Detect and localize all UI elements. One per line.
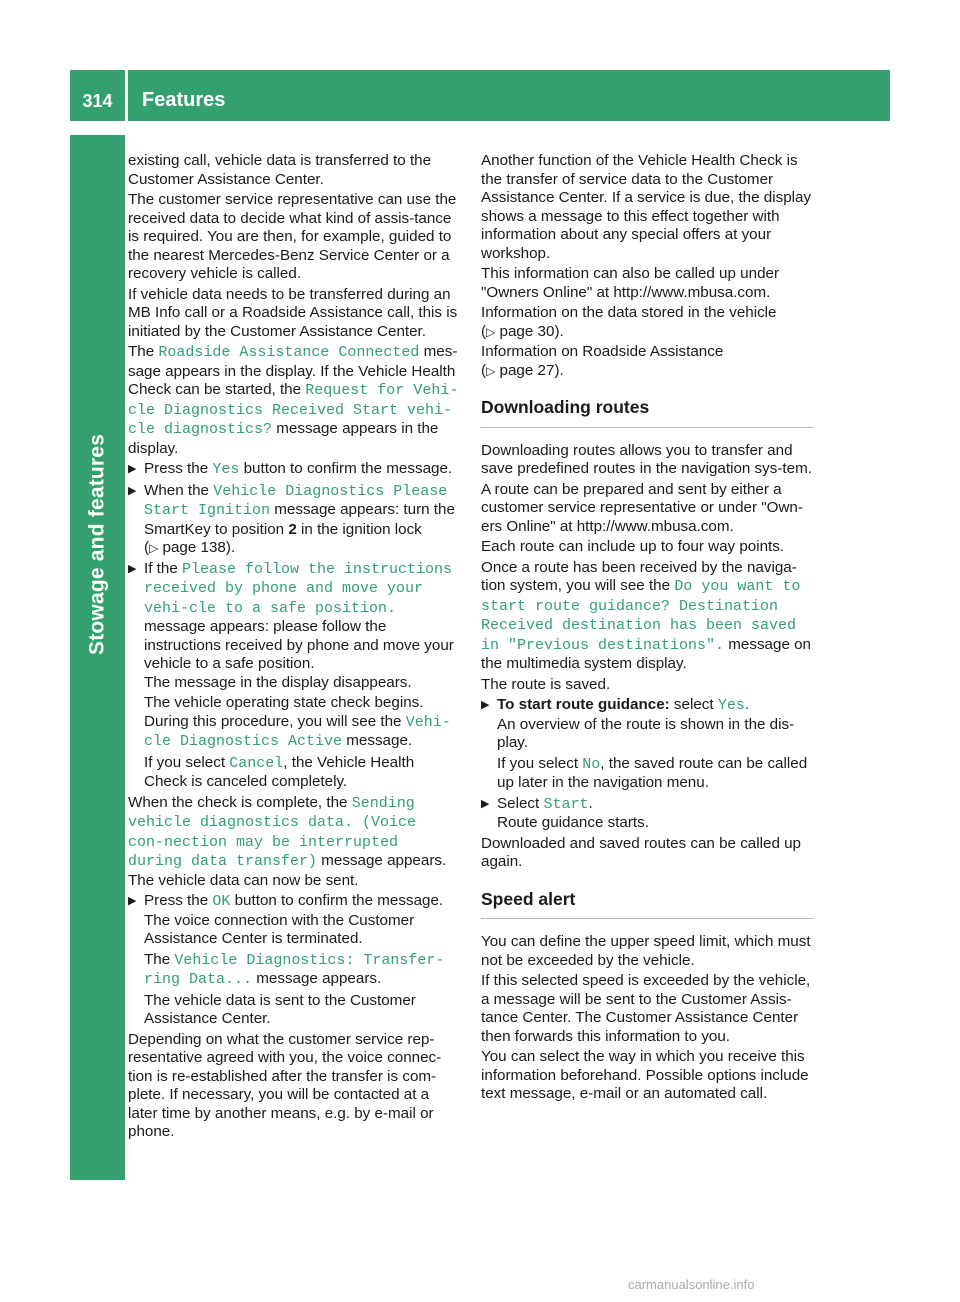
section-heading: Downloading routes (481, 382, 814, 428)
triangle-right-icon: ▷ (149, 541, 159, 555)
page-number-box (70, 70, 125, 121)
page-reference[interactable]: page 138 (162, 539, 226, 556)
triangle-right-icon: ▶ (481, 699, 490, 711)
section-title-box (128, 70, 890, 121)
text: select (669, 696, 718, 713)
text: message appears. (252, 970, 382, 987)
text: message appears in the display. (128, 420, 439, 457)
instruction-step (128, 460, 460, 480)
instruction-step (128, 892, 460, 949)
text: If you select (497, 754, 583, 772)
text: message appears. The vehicle data can now be sent. (128, 852, 447, 889)
display-message: No (582, 755, 601, 773)
text: message appears: please follow the instructions received by phone and move your vehicle to a safe position. (144, 618, 454, 672)
display-message: Yes (212, 461, 240, 478)
text: The vehicle operating state check begins. During this procedure, you will see the (144, 694, 424, 730)
chapter-label: Stowage and features (85, 433, 109, 655)
paragraph: Downloaded and saved routes can be called up again. (481, 834, 802, 870)
text: button to confirm the message. (239, 460, 453, 477)
display-message: Roadside Assistance Connected (158, 344, 420, 361)
instruction-step (481, 795, 814, 833)
display-message: Cancel (229, 754, 284, 772)
text: . (744, 696, 750, 713)
page-reference[interactable]: page 27 (499, 361, 555, 379)
text: The (128, 343, 159, 360)
left-column (128, 152, 460, 1144)
paragraph (128, 794, 460, 891)
triangle-right-icon: ▶ (128, 484, 137, 497)
paragraph: Depending on what the customer service rep-resentative agreed with you, the voice connec-tion is re-established after the transfer is com-plete. If necessary, you will be contacted at a later time by another means, e.g. by e-mail or phone. (128, 1030, 442, 1140)
page-reference[interactable]: page 30 (499, 322, 555, 340)
display-message: Do you want to start route guidance? Destination Received destination has been saved in "Previous destinations". (481, 578, 801, 654)
triangle-right-icon: ▷ (486, 324, 496, 339)
text: mes-sage appears in the display. If the Vehicle Health Check can be started, the (128, 343, 458, 398)
paragraph: You can define the upper speed limit, which must not be exceeded by the vehicle. (481, 933, 811, 969)
triangle-right-icon: ▷ (486, 363, 496, 378)
paragraph: If this selected speed is exceeded by the vehicle, a message will be sent to the Customer Assis-tance Center. The Customer Assistance Center then forwards this information to you. (481, 972, 811, 1045)
text: button to confirm the message. (230, 892, 444, 909)
bold-text: To start route guidance: (497, 696, 670, 713)
text: message on the multimedia system display. (481, 635, 812, 672)
paragraph: You can select the way in which you receive this information beforehand. Possible options include text message, e-mail or an automated call. (481, 1048, 809, 1102)
instruction-step (128, 560, 460, 693)
text: message appears: turn the SmartKey to position (144, 501, 455, 538)
paragraph: Information on the data stored in the vehicle (▷ page 30). (481, 304, 777, 340)
paragraph: The route is saved. (481, 675, 611, 693)
text: Select (497, 794, 544, 812)
instruction-step (481, 696, 814, 753)
right-column (481, 152, 814, 1106)
display-message: Vehicle Diagnostics Please Start Ignition (144, 482, 448, 519)
text: ). (225, 539, 236, 556)
paragraph (481, 755, 814, 793)
display-message: Sending vehicle diagnostics data. (Voice con-nection may be interrupted during data transfer) (128, 794, 417, 870)
text: If the (144, 559, 182, 577)
triangle-right-icon: ▶ (128, 463, 137, 475)
text: Information on the data stored in the vehicle (481, 304, 777, 321)
instruction-step (128, 482, 460, 558)
paragraph: Downloading routes allows you to transfer and save predefined routes in the navigation sys-tem. (481, 441, 812, 477)
paragraph: The customer service representative can use the received data to decide what kind of assis-tance is required. You are then, for example, guided to the nearest Mercedes-Benz Service Center or a recovery vehicle is called. (128, 191, 457, 282)
text: message. (342, 732, 413, 749)
text: in the ignition lock ( (144, 520, 422, 556)
text: , the Vehicle Health Check is canceled completely. (144, 753, 415, 790)
paragraph: The vehicle data is sent to the Customer Assistance Center. (144, 991, 416, 1027)
paragraph (481, 559, 814, 674)
display-message: Please follow the instructions received by phone and move your vehi-cle to a safe position. (144, 560, 453, 617)
text: Once a route has been received by the naviga-tion system, you will see the (481, 558, 797, 594)
text: Route guidance starts. (497, 814, 649, 831)
text: If you select (144, 753, 230, 771)
paragraph: A route can be prepared and sent by either a customer service representative or under "Own-ers Online" at http://www.mbusa.com. (481, 480, 803, 535)
paragraph: Each route can include up to four way points. (481, 538, 785, 555)
text: . (588, 794, 593, 812)
text: When the (144, 481, 214, 499)
text: The (144, 950, 175, 968)
display-message: Request for Vehi-cle Diagnostics Received Start vehi-cle diagnostics? (128, 382, 459, 438)
triangle-right-icon: ▶ (128, 895, 137, 907)
display-message: Vehi-cle Diagnostics Active (144, 713, 451, 750)
paragraph (128, 343, 460, 458)
text: When the check is complete, the (128, 793, 352, 811)
text: An overview of the route is shown in the dis-play. (497, 715, 795, 751)
text: The message in the display disappears. (144, 673, 412, 691)
text: , the saved route can be called up later in the navigation menu. (497, 754, 808, 791)
display-message: Yes (717, 697, 745, 714)
text: Press the (144, 892, 213, 909)
display-message: Vehicle Diagnostics: Transfer-ring Data... (144, 951, 445, 988)
paragraph (128, 694, 460, 752)
paragraph: Information on Roadside Assistance (▷ page 27). (481, 343, 724, 379)
text: Information on Roadside Assistance (481, 343, 724, 360)
paragraph: Another function of the Vehicle Health Check is the transfer of service data to the Customer Assistance Center. If a service is due, the display shows a message to this effect together with information about any special offers at your workshop. (481, 152, 812, 262)
section-heading: Speed alert (481, 874, 814, 920)
chapter-sidebar (70, 135, 125, 1180)
display-message: Start (543, 795, 589, 813)
paragraph (128, 754, 460, 792)
page-header (70, 70, 890, 121)
bold-text: 2 (288, 520, 297, 538)
text: The voice connection with the Customer Assistance Center is terminated. (144, 911, 415, 947)
section-title: Features (142, 89, 226, 111)
display-message: OK (212, 893, 231, 910)
paragraph: existing call, vehicle data is transferred to the Customer Assistance Center. (128, 152, 432, 188)
triangle-right-icon: ▶ (128, 562, 137, 575)
triangle-right-icon: ▶ (481, 797, 490, 810)
paragraph: If vehicle data needs to be transferred during an MB Info call or a Roadside Assistance call, this is initiated by the Customer Assistance Center. (128, 285, 458, 340)
watermark: carmanualsonline.info (628, 1277, 755, 1292)
page-number: 314 (82, 91, 113, 111)
paragraph (128, 951, 460, 990)
paragraph: This information can also be called up under "Owners Online" at http://www.mbusa.com. (481, 265, 780, 301)
text: Press the (144, 460, 213, 477)
